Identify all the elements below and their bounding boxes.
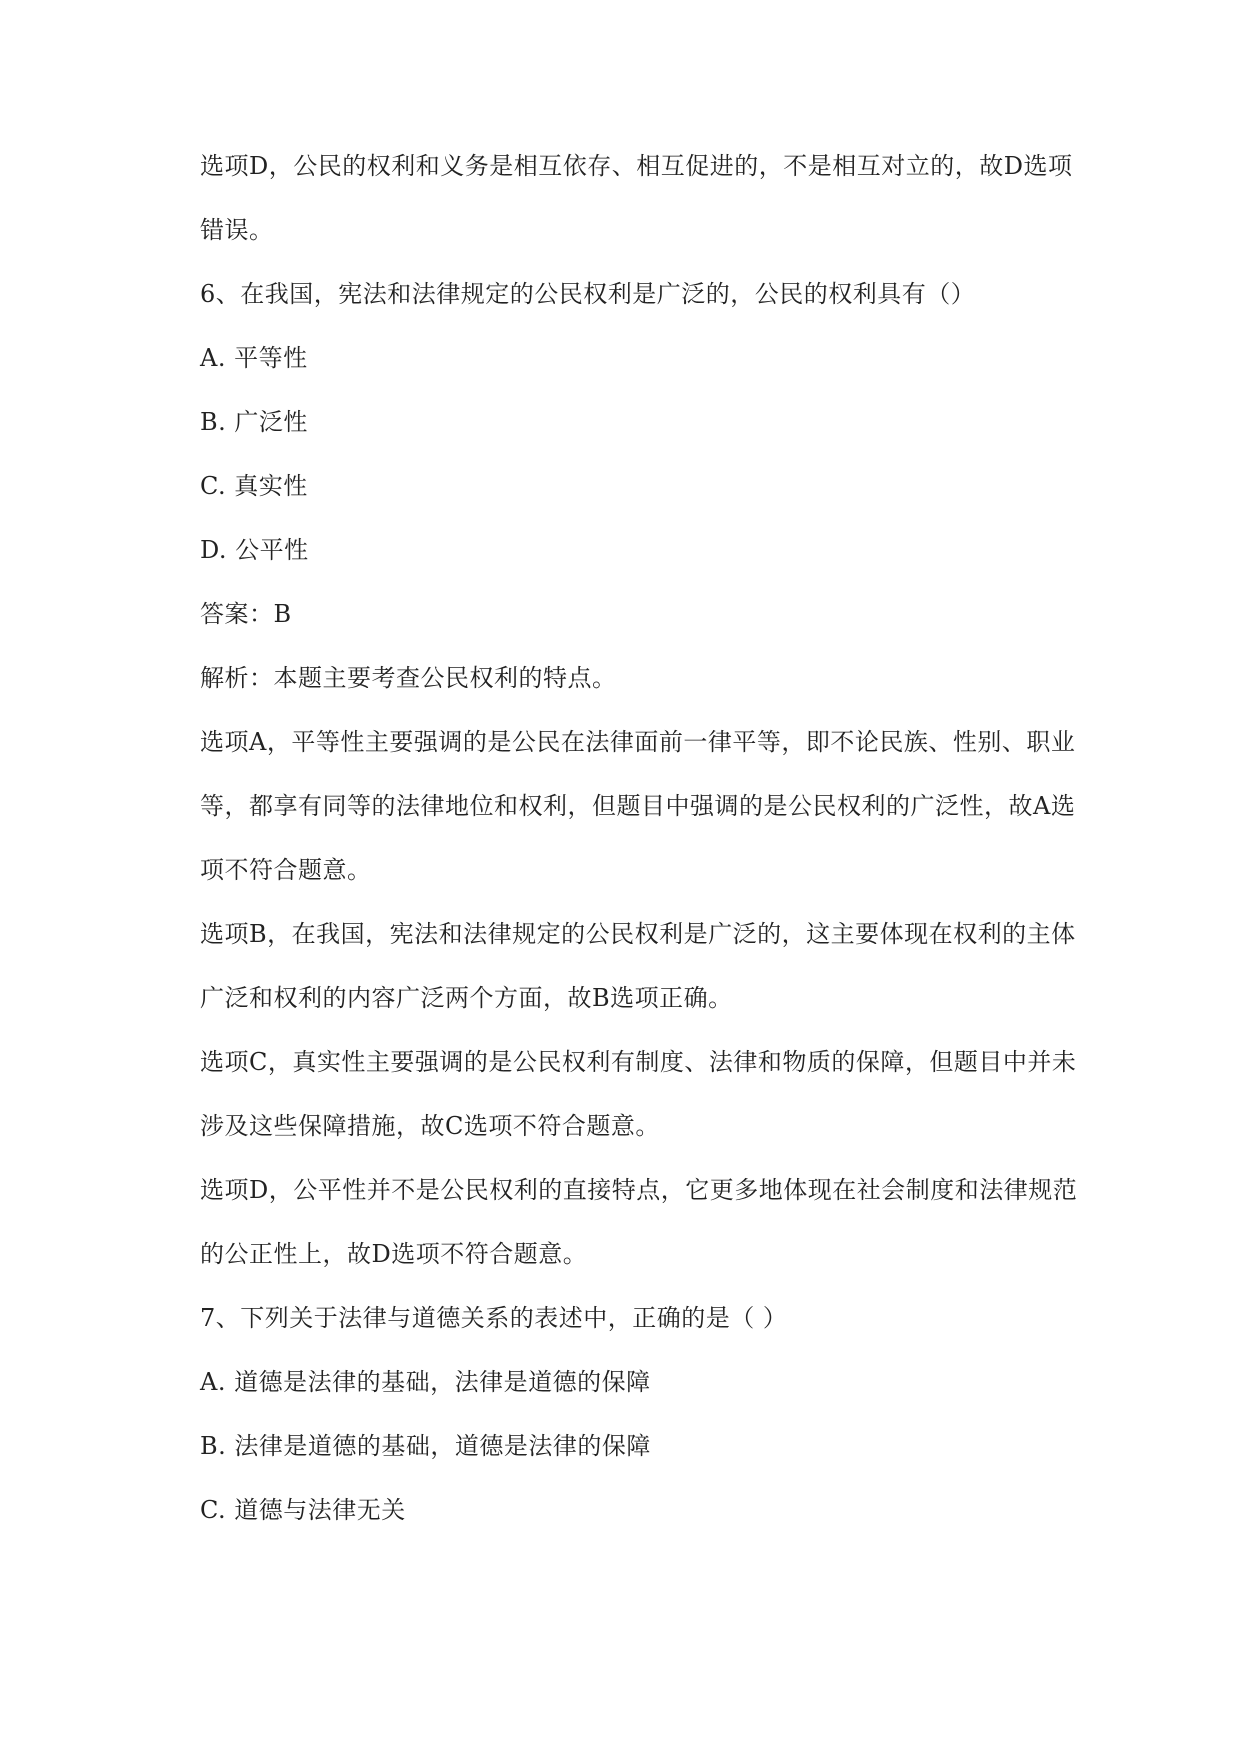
question-6-explanation-c-line1: 选项C，真实性主要强调的是公民权利有制度、法律和物质的保障，但题目中并未	[200, 1048, 1077, 1076]
question-7-option-a: A. 道德是法律的基础，法律是道德的保障	[200, 1368, 651, 1396]
question-6-answer: 答案：B	[200, 600, 292, 628]
question-7-stem: 7、下列关于法律与道德关系的表述中，正确的是（ ）	[200, 1304, 788, 1332]
question-6-analysis-intro: 解析：本题主要考查公民权利的特点。	[200, 664, 617, 692]
question-6-explanation-b-line1: 选项B，在我国，宪法和法律规定的公民权利是广泛的，这主要体现在权利的主体	[200, 920, 1076, 948]
question-6-option-b: B. 广泛性	[200, 408, 308, 436]
prev-explanation-d-line1: 选项D，公民的权利和义务是相互依存、相互促进的，不是相互对立的，故D选项	[200, 152, 1073, 180]
question-6-option-c: C. 真实性	[200, 472, 308, 500]
question-6-option-d: D. 公平性	[200, 536, 309, 564]
question-6-stem: 6、在我国，宪法和法律规定的公民权利是广泛的，公民的权利具有（）	[200, 280, 976, 308]
question-7-option-c: C. 道德与法律无关	[200, 1496, 406, 1524]
question-6-explanation-a-line1: 选项A，平等性主要强调的是公民在法律面前一律平等，即不论民族、性别、职业	[200, 728, 1076, 756]
question-6-explanation-a-line3: 项不符合题意。	[200, 856, 372, 884]
question-7-option-b: B. 法律是道德的基础，道德是法律的保障	[200, 1432, 651, 1460]
question-6-explanation-b-line2: 广泛和权利的内容广泛两个方面，故B选项正确。	[200, 984, 733, 1012]
question-6-explanation-c-line2: 涉及这些保障措施，故C选项不符合题意。	[200, 1112, 660, 1140]
question-6-explanation-a-line2: 等，都享有同等的法律地位和权利，但题目中强调的是公民权利的广泛性，故A选	[200, 792, 1076, 820]
question-6-option-a: A. 平等性	[200, 344, 308, 372]
question-6-explanation-d-line1: 选项D，公平性并不是公民权利的直接特点，它更多地体现在社会制度和法律规范	[200, 1176, 1078, 1204]
question-6-explanation-d-line2: 的公正性上，故D选项不符合题意。	[200, 1240, 588, 1268]
prev-explanation-d-line2: 错误。	[200, 216, 274, 244]
